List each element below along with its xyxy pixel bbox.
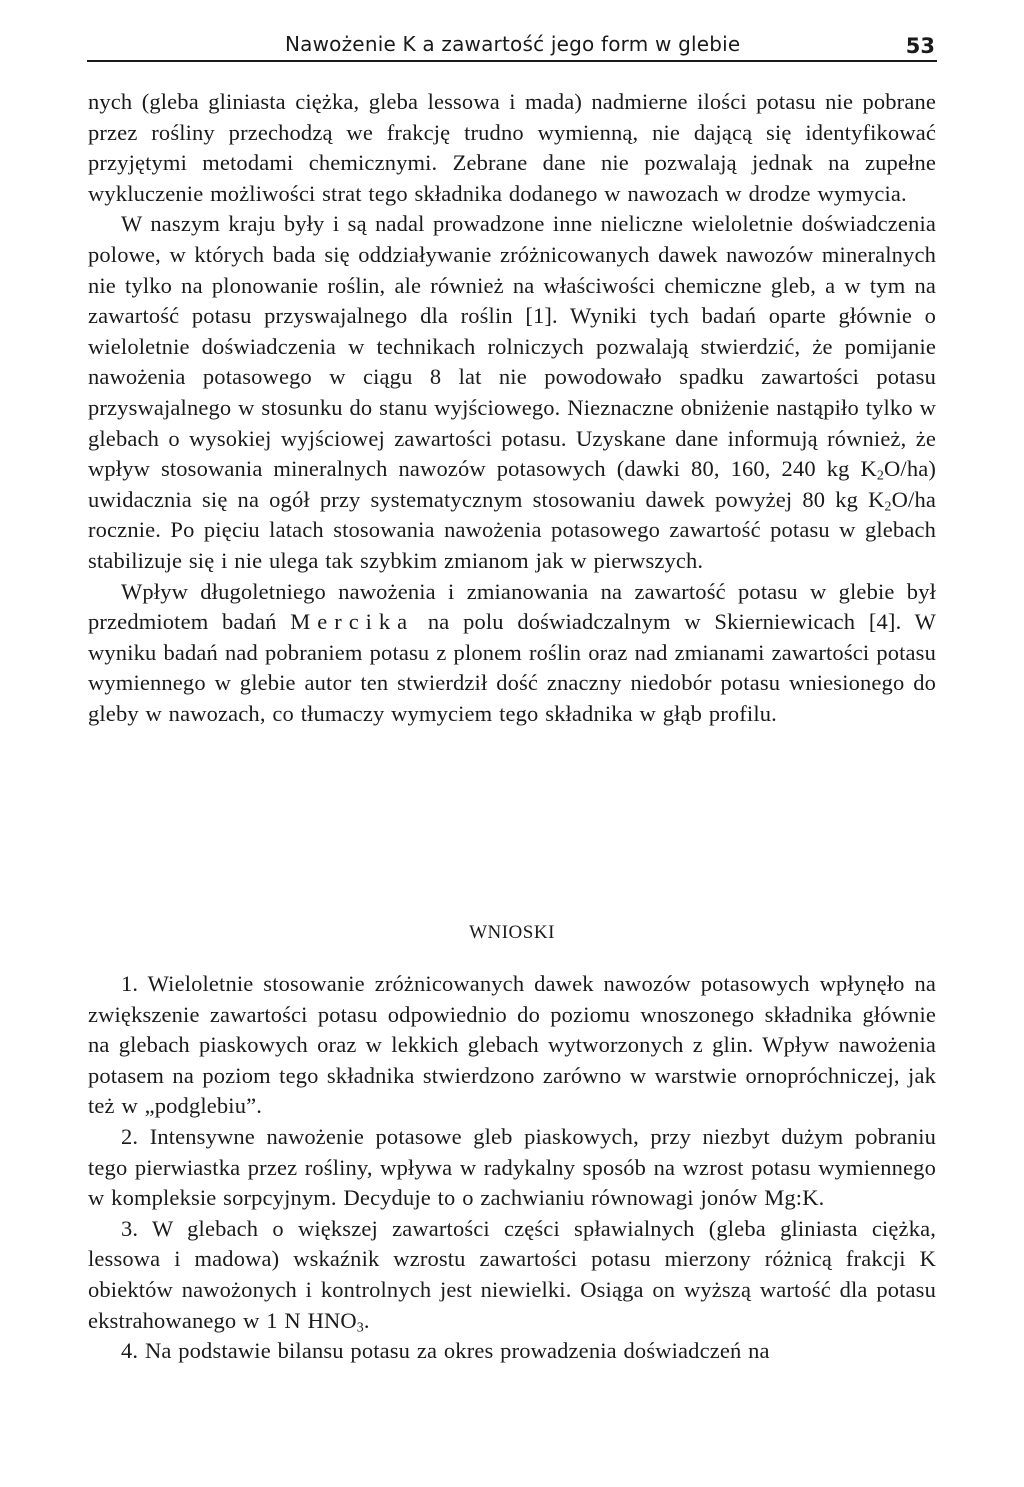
paragraph-2 [88,209,936,576]
paragraph-3 [88,577,936,730]
paragraph-2-part-c: O/ha rocznie. Po pięciu latach stosowania nawożenia potasowego zawartość potasu w glebach stabilizuje się i nie ulega tak szybkim zmianom jak w pierwszych. [88,486,936,573]
page-header [87,30,937,62]
running-title: Nawożenie K a zawartość jego form w glebie [285,32,741,56]
main-text [88,87,936,729]
conclusion-item-2: 2. Intensywne nawożenie potasowe gleb piaskowych, przy niezbyt dużym pobraniu tego pierwiastka przez rośliny, wpływa w radykalny sposób na wzrost potasu wymiennego w kompleksie sorpcyjnym. Decyduje to o zachwianiu równowagi jonów Mg:K. [88,1123,936,1211]
author-name: Mercika [290,609,415,635]
conclusion-item-1: 1. Wieloletnie stosowanie zróżnicowanych dawek nawozów potasowych wpłynęło na zwiększenie zawartości potasu odpowiednio do poziomu wnoszonego składnika głównie na glebach piaskowych oraz w lekkich glebach wytworzonych z glin. Wpływ nawożenia potasem na poziom tego składnika stwierdzono zarówno w warstwie ornopróchniczej, jak też w „podglebiu”. [88,971,936,1119]
page-number: 53 [905,34,935,58]
subscript: 2 [884,499,892,515]
conclusion-item-3 [88,1214,936,1336]
paragraph-1: nych (gleba gliniasta ciężka, gleba lessowa i mada) nadmierne ilości potasu nie pobrane przez rośliny przechodzą we frakcję trudno wymienną, nie dającą się identyfikować przyjętymi metodami chemicznymi. Zebrane dane nie pozwalają jednak na zupełne wykluczenie możliwości strat tego składnika dodanego w nawozach w drodze wymycia. [88,89,936,206]
paragraph-3-part-b: na polu doświadczalnym w Skierniewicach [4]. W wyniku badań nad pobraniem potasu z plonem roślin oraz nad zmianami zawartości potasu wymiennego w glebie autor ten stwierdził dość znaczny niedobór potasu wniesionego do gleby w nawozach, co tłumaczy wymyciem tego składnika w głąb profilu. [88,609,937,726]
paragraph-3-part-a: Wpływ długoletniego nawożenia i zmianowania na zawartość potasu w glebie był przedmiotem badań [88,578,936,635]
conclusions-list [88,969,936,1367]
conclusion-item-3-part-a: 3. W glebach o większej zawartości części spławialnych (gleba gliniasta ciężka, lessowa i madowa) wskaźnik wzrostu zawartości potasu mierzony różnicą frakcji K obiektów nawożonych i kontrolnych jest niewielki. Osiąga on wyższą wartość dla potasu ekstrahowanego w 1 N HNO [88,1215,936,1333]
subscript: 3 [356,1320,364,1336]
conclusion-item-4: 4. Na podstawie bilansu potasu za okres prowadzenia doświadczeń na [121,1338,770,1364]
paragraph-2-part-a: W naszym kraju były i są nadal prowadzone inne nieliczne wieloletnie doświadczenia polowe, w których bada się oddziaływanie zróżnicowanych dawek nawozów mineralnych nie tylko na plonowanie roślin, ale również na właściwości chemiczne gleb, a w tym na zawartość potasu przyswajalnego dla roślin [1]. Wyniki tych badań oparte głównie o wieloletnie doświadczenia w technikach rolniczych pozwalają stwierdzić, że pomijanie nawożenia potasowego w ciągu 8 lat nie powodowało spadku zawartości potasu przyswajalnego w stosunku do stanu wyjściowego. Nieznaczne obniżenie nastąpiło tylko w glebach o wysokiej wyjściowej zawartości potasu. Uzyskane dane informują również, że wpływ stosowania mineralnych nawozów potasowych (dawki 80, 160, 240 kg K [88,211,936,482]
subscript: 2 [876,468,885,484]
section-heading: WNIOSKI [469,922,555,943]
paragraph-2-part-b: O/ha) uwidacznia się na ogół przy systematycznym stosowaniu dawek powyżej 80 kg K [88,456,936,512]
conclusion-item-3-part-b: . [363,1307,370,1333]
